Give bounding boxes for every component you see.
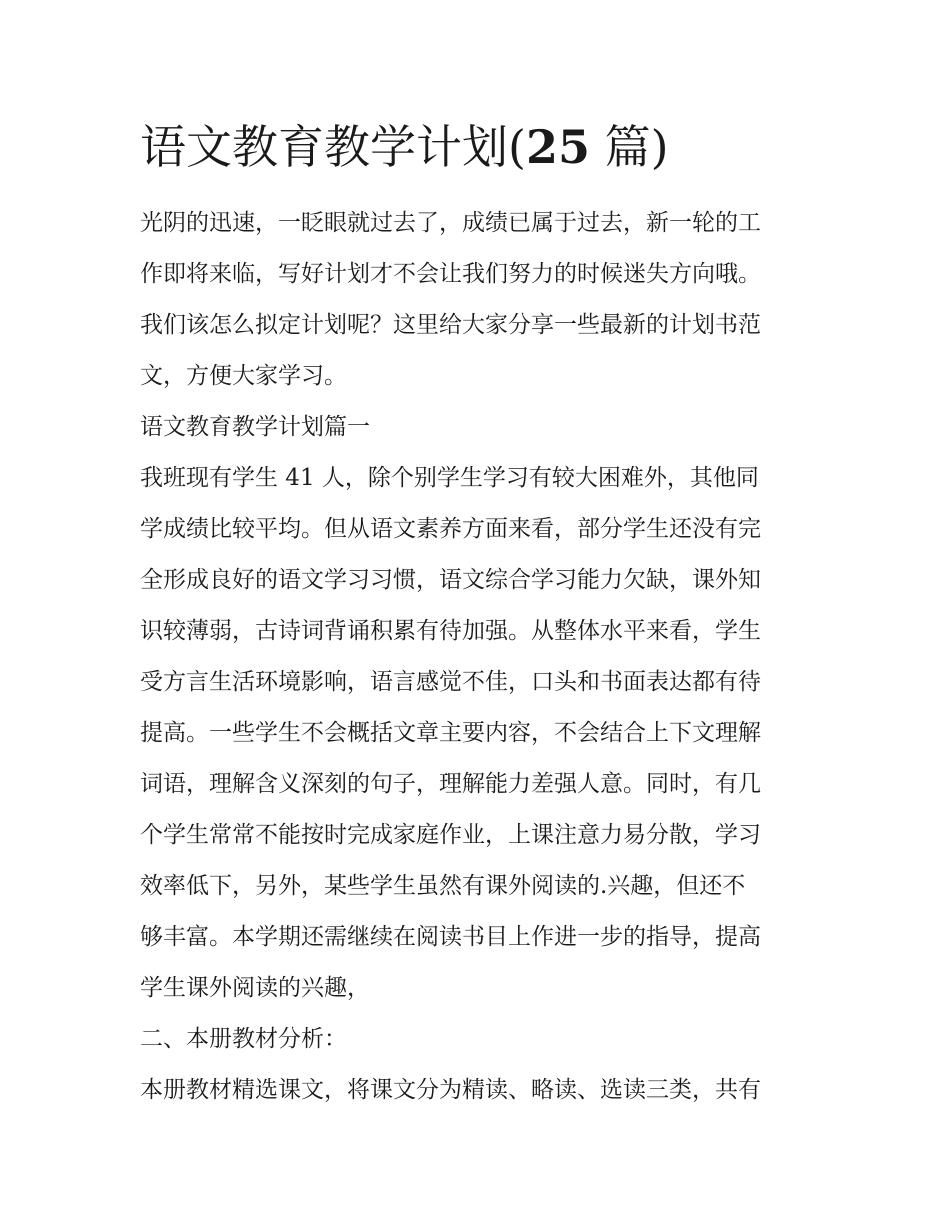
paragraph-line: 够丰富。本学期还需继续在阅读书目上作进一步的指导，提高 <box>140 924 761 950</box>
paragraph-line: 识较薄弱，古诗词背诵积累有待加强。从整体水平来看，学生 <box>140 618 761 644</box>
title-text: 语文教育教学计划( <box>140 120 526 174</box>
title-tail: 篇) <box>589 120 669 174</box>
paragraph-line: 作即将来临，写好计划才不会让我们努力的时候迷失方向哦。 <box>140 261 761 287</box>
paragraph-line: 我们该怎么拟定计划呢？这里给大家分享一些最新的计划书范 <box>140 312 761 338</box>
paragraph-line: 我班现有学生 41 人，除个别学生学习有较大困难外，其他同 <box>140 465 759 491</box>
paragraph-line: 效率低下，另外，某些学生虽然有课外阅读的.兴趣，但还不 <box>140 873 746 899</box>
page-title <box>140 118 669 176</box>
paragraph-line: 文，方便大家学习。 <box>140 363 347 389</box>
paragraph-line: 提高。一些学生不会概括文章主要内容，不会结合上下文理解 <box>140 720 761 746</box>
paragraph-line: 学生课外阅读的兴趣， <box>140 975 370 1001</box>
paragraph-line: 个学生常常不能按时完成家庭作业，上课注意力易分散，学习 <box>140 822 761 848</box>
paragraph-line: 受方言生活环境影响，语言感觉不佳，口头和书面表达都有待 <box>140 669 761 695</box>
paragraph-line: 全形成良好的语文学习习惯，语文综合学习能力欠缺，课外知 <box>140 567 761 593</box>
title-number: 25 <box>525 120 590 174</box>
section-heading: 语文教育教学计划篇一 <box>140 414 370 440</box>
paragraph-line: 光阴的迅速，一眨眼就过去了，成绩已属于过去，新一轮的工 <box>140 210 761 236</box>
section-heading: 二、本册教材分析： <box>140 1026 347 1052</box>
paragraph-line: 本册教材精选课文，将课文分为精读、略读、选读三类，共有 <box>140 1077 761 1103</box>
paragraph-line: 词语，理解含义深刻的句子，理解能力差强人意。同时，有几 <box>140 771 761 797</box>
paragraph-line: 学成绩比较平均。但从语文素养方面来看，部分学生还没有完 <box>140 516 761 542</box>
